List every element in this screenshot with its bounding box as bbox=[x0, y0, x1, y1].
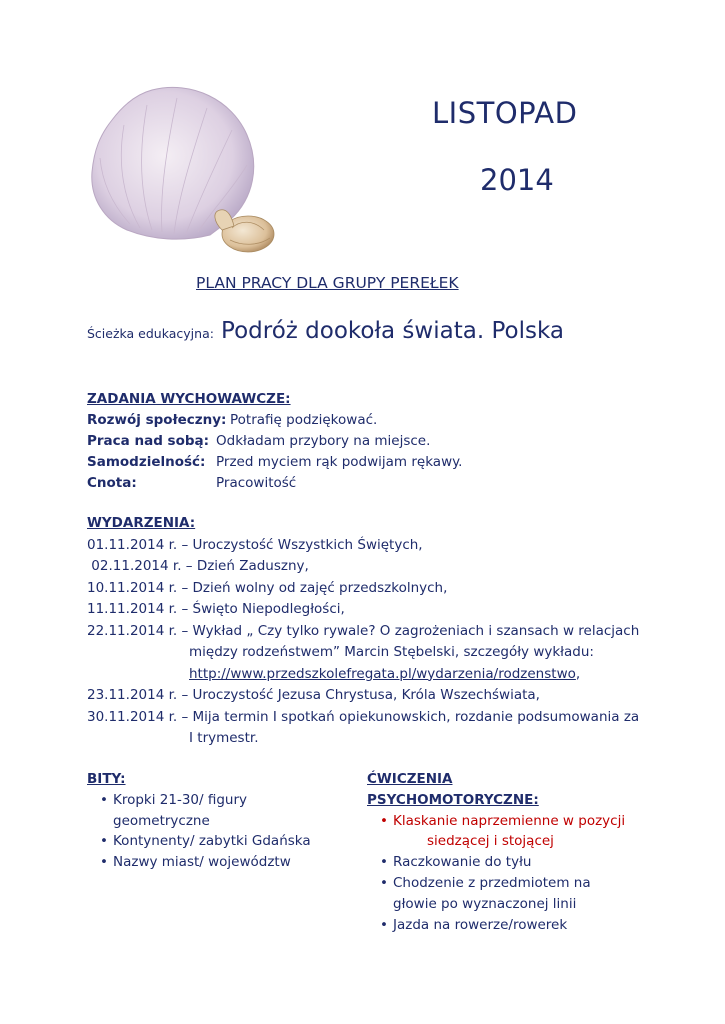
exercises-section bbox=[367, 769, 625, 935]
education-path bbox=[87, 318, 564, 344]
task-row bbox=[87, 431, 431, 452]
task-value: Potrafię podziękować. bbox=[230, 411, 378, 428]
task-label: Rozwój społeczny: bbox=[87, 411, 227, 428]
task-label: Samodzielność: bbox=[87, 453, 206, 470]
plan-title: PLAN PRACY DLA GRUPY PEREŁEK bbox=[196, 274, 459, 292]
list-item: • Kropki 21-30/ figury bbox=[87, 790, 311, 811]
exercises-list bbox=[367, 811, 625, 936]
list-item: • Raczkowanie do tyłu bbox=[367, 852, 625, 873]
event-line: między rodzeństwem” Marcin Stębelski, szczegóły wykładu: bbox=[189, 644, 594, 660]
task-value: Pracowitość bbox=[216, 474, 297, 491]
month-title: LISTOPAD bbox=[432, 96, 578, 130]
task-value: Odkładam przybory na miejsce. bbox=[216, 432, 431, 449]
event-line: 01.11.2014 r. – Uroczystość Wszystkich Świętych, bbox=[87, 536, 423, 553]
events-heading: WYDARZENIA: bbox=[87, 515, 196, 531]
event-line: 23.11.2014 r. – Uroczystość Jezusa Chrystusa, Króla Wszechświata, bbox=[87, 687, 540, 703]
bity-section bbox=[87, 769, 311, 873]
task-row bbox=[87, 410, 378, 431]
event-line: I trymestr. bbox=[189, 730, 259, 746]
tasks-heading: ZADANIA WYCHOWAWCZE: bbox=[87, 391, 291, 407]
event-line: 11.11.2014 r. – Święto Niepodległości, bbox=[87, 601, 345, 617]
event-link-line bbox=[87, 664, 639, 686]
event-line: 10.11.2014 r. – Dzień wolny od zajęć przedszkolnych, bbox=[87, 579, 448, 596]
task-value: Przed myciem rąk podwijam rękawy. bbox=[216, 453, 463, 470]
year-title: 2014 bbox=[480, 163, 554, 197]
list-item: • Chodzenie z przedmiotem na bbox=[367, 873, 625, 894]
list-item: • Kontynenty/ zabytki Gdańska bbox=[87, 831, 311, 852]
task-row bbox=[87, 452, 463, 473]
list-item-continuation: siedzącej i stojącej bbox=[427, 833, 554, 850]
task-label: Praca nad sobą: bbox=[87, 432, 210, 449]
seashells-illustration bbox=[82, 80, 282, 260]
task-label: Cnota: bbox=[87, 474, 137, 491]
education-path-label: Ścieżka edukacyjna: bbox=[87, 326, 214, 341]
list-item: • Jazda na rowerze/rowerek bbox=[367, 915, 625, 936]
events-section bbox=[87, 513, 639, 750]
event-line: 02.11.2014 r. – Dzień Zaduszny, bbox=[87, 558, 309, 574]
list-item: • Klaskanie naprzemienne w pozycji bbox=[367, 811, 625, 832]
bity-list bbox=[87, 790, 311, 873]
bity-heading: BITY: bbox=[87, 771, 126, 787]
event-line: 30.11.2014 r. – Mija termin I spotkań opiekunowskich, rozdanie podsumowania za bbox=[87, 708, 640, 725]
exercises-heading-line2: PSYCHOMOTORYCZNE: bbox=[367, 791, 539, 808]
exercises-heading: ĆWICZENIA bbox=[367, 771, 453, 787]
list-item-continuation: geometryczne bbox=[113, 812, 210, 829]
event-line: 22.11.2014 r. – Wykład „ Czy tylko rywale? O zagrożeniach i szansach w relacjach bbox=[87, 622, 640, 639]
list-item: • Nazwy miast/ województw bbox=[87, 852, 311, 873]
link-comma: , bbox=[575, 665, 581, 682]
list-item-continuation: głowie po wyznaczonej linii bbox=[393, 895, 577, 912]
education-path-value: Podróż dookoła świata. Polska bbox=[221, 318, 564, 344]
tasks-section bbox=[87, 389, 463, 494]
task-row bbox=[87, 473, 297, 494]
lecture-link[interactable]: http://www.przedszkolefregata.pl/wydarzenia/rodzenstwo bbox=[189, 665, 576, 682]
